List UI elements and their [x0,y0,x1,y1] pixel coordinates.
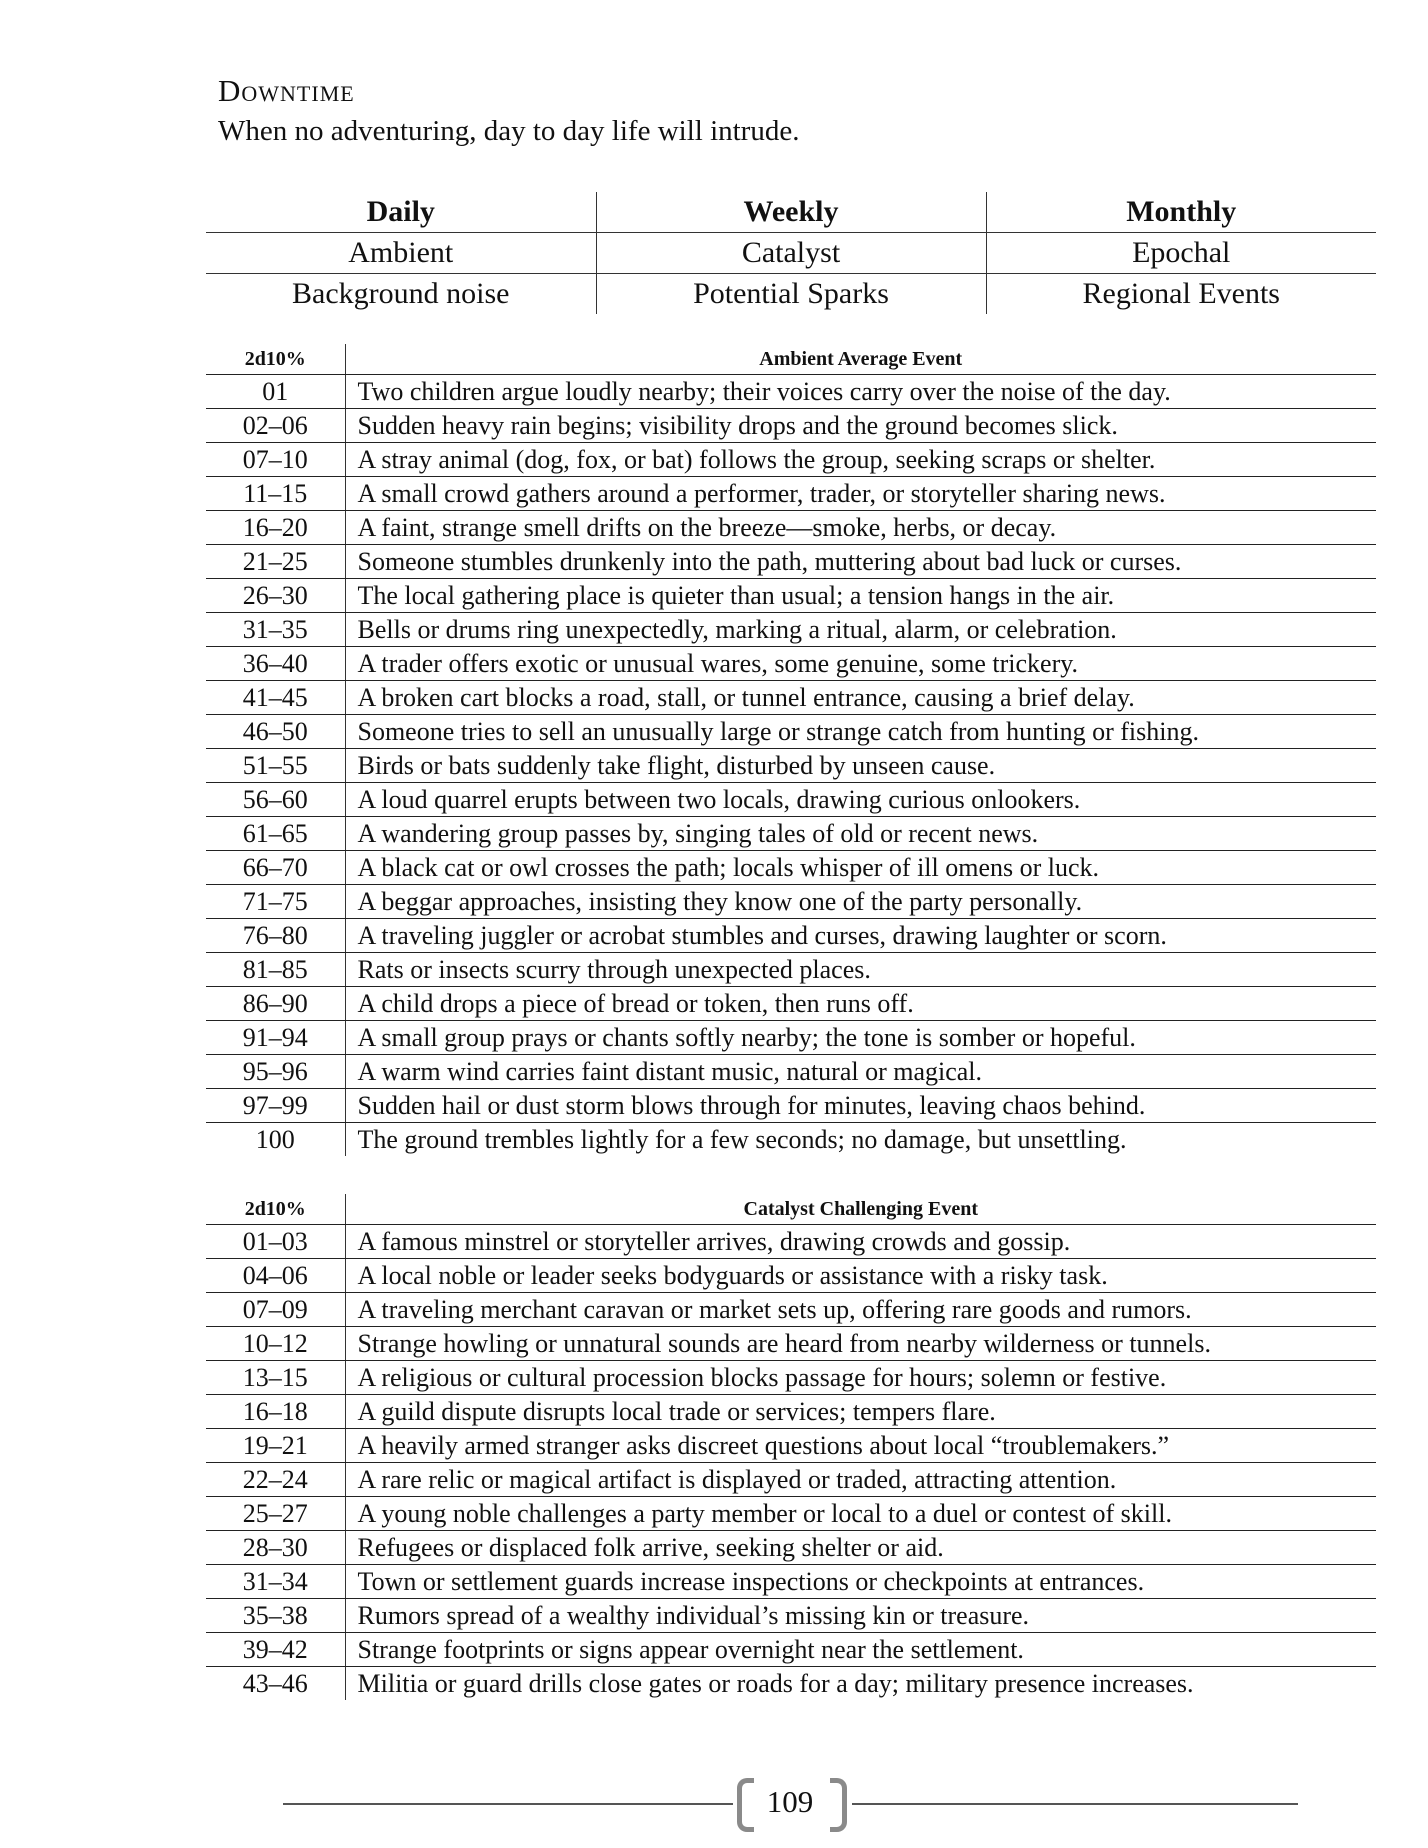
ambient-event-table [206,344,1376,1156]
event-description: Someone stumbles drunkenly into the path, muttering about bad luck or curses. [345,545,1376,579]
roll-range: 95–96 [206,1055,345,1089]
ambient-table-row [206,1055,1376,1089]
catalyst-table-row [206,1259,1376,1293]
catalyst-range-header: 2d10% [206,1194,345,1225]
roll-range: 21–25 [206,545,345,579]
event-description: A traveling merchant caravan or market sets up, offering rare goods and rumors. [345,1293,1376,1327]
roll-range: 43–46 [242,1669,308,1698]
event-description: Town or settlement guards increase inspections or checkpoints at entrances. [345,1565,1376,1599]
frequency-overview-table [206,192,1376,314]
roll-range: 11–15 [206,477,345,511]
event-description: A rare relic or magical artifact is displayed or traded, attracting attention. [345,1463,1376,1497]
ambient-table-row [206,1089,1376,1123]
event-description: Rats or insects scurry through unexpected places. [345,953,1376,987]
page-title: Downtime [218,73,355,108]
roll-range: 16–18 [206,1395,345,1429]
event-description: A small group prays or chants softly nearby; the tone is somber or hopeful. [345,1021,1376,1055]
event-description: A faint, strange smell drifts on the breeze—smoke, herbs, or decay. [345,511,1376,545]
catalyst-table-row [206,1327,1376,1361]
event-description: Rumors spread of a wealthy individual’s missing kin or treasure. [345,1599,1376,1633]
ambient-table-row [206,953,1376,987]
event-description: Someone tries to sell an unusually large or strange catch from hunting or fishing. [345,715,1376,749]
roll-range: 07–10 [206,443,345,477]
roll-range: 04–06 [206,1259,345,1293]
ambient-table-row [206,1123,1376,1157]
roll-range: 02–06 [206,409,345,443]
overview-cell: Potential Sparks [596,274,986,315]
catalyst-table-row [206,1531,1376,1565]
roll-range: 01–03 [206,1225,345,1259]
catalyst-event-header: Catalyst Challenging Event [345,1194,1376,1225]
overview-cell: Background noise [292,277,510,310]
overview-type-row [206,233,1376,274]
event-description: Birds or bats suddenly take flight, disturbed by unseen cause. [345,749,1376,783]
roll-range: 31–34 [206,1565,345,1599]
ambient-table-header [206,344,1376,375]
roll-range: 46–50 [206,715,345,749]
ambient-table-row [206,375,1376,409]
catalyst-table-header [206,1194,1376,1225]
roll-range: 91–94 [206,1021,345,1055]
event-description: A black cat or owl crosses the path; locals whisper of ill omens or luck. [345,851,1376,885]
ambient-table-row [206,443,1376,477]
catalyst-table-row [206,1429,1376,1463]
overview-header-monthly: Monthly [986,192,1376,233]
ambient-table-row [206,715,1376,749]
roll-range: 35–38 [206,1599,345,1633]
catalyst-table-row [206,1599,1376,1633]
roll-range: 26–30 [206,579,345,613]
event-description: A small crowd gathers around a performer, trader, or storyteller sharing news. [345,477,1376,511]
event-description: Strange howling or unnatural sounds are heard from nearby wilderness or tunnels. [345,1327,1376,1361]
page-number-bracket-right [830,1778,847,1832]
event-description: A heavily armed stranger asks discreet questions about local “troublemakers.” [345,1429,1376,1463]
event-description: A famous minstrel or storyteller arrives, drawing crowds and gossip. [345,1225,1376,1259]
event-description: Bells or drums ring unexpectedly, marking a ritual, alarm, or celebration. [345,613,1376,647]
roll-range: 41–45 [206,681,345,715]
event-description: A trader offers exotic or unusual wares, some genuine, some trickery. [345,647,1376,681]
event-description: A local noble or leader seeks bodyguards or assistance with a risky task. [345,1259,1376,1293]
footer-rule-right [852,1803,1298,1805]
overview-header-daily: Daily [206,192,596,233]
overview-cell: Epochal [986,233,1376,274]
ambient-table-row [206,511,1376,545]
event-description: A warm wind carries faint distant music, natural or magical. [345,1055,1376,1089]
ambient-table-row [206,987,1376,1021]
event-description: A young noble challenges a party member or local to a duel or contest of skill. [345,1497,1376,1531]
roll-range: 28–30 [206,1531,345,1565]
event-description: The ground trembles lightly for a few seconds; no damage, but unsettling. [345,1123,1376,1157]
event-description: The local gathering place is quieter than usual; a tension hangs in the air. [345,579,1376,613]
overview-cell: Catalyst [596,233,986,274]
ambient-table-row [206,613,1376,647]
catalyst-table-row [206,1361,1376,1395]
roll-range: 81–85 [206,953,345,987]
roll-range: 07–09 [206,1293,345,1327]
roll-range: 22–24 [206,1463,345,1497]
roll-range: 36–40 [206,647,345,681]
roll-range: 10–12 [206,1327,345,1361]
event-description: Refugees or displaced folk arrive, seeking shelter or aid. [345,1531,1376,1565]
ambient-table-row [206,919,1376,953]
roll-range: 76–80 [206,919,345,953]
catalyst-table-row [206,1497,1376,1531]
event-description: A stray animal (dog, fox, or bat) follows the group, seeking scraps or shelter. [345,443,1376,477]
roll-range: 71–75 [206,885,345,919]
catalyst-table-row [206,1293,1376,1327]
ambient-table-row [206,477,1376,511]
event-description: Two children argue loudly nearby; their voices carry over the noise of the day. [345,375,1376,409]
roll-range: 51–55 [206,749,345,783]
catalyst-table-row [206,1395,1376,1429]
catalyst-table-row [206,1463,1376,1497]
overview-cell: Regional Events [986,274,1376,315]
ambient-table-row [206,817,1376,851]
event-description: A broken cart blocks a road, stall, or tunnel entrance, causing a brief delay. [345,681,1376,715]
ambient-table-row [206,409,1376,443]
event-description: Sudden hail or dust storm blows through for minutes, leaving chaos behind. [345,1089,1376,1123]
roll-range: 19–21 [206,1429,345,1463]
roll-range: 39–42 [206,1633,345,1667]
roll-range: 66–70 [206,851,345,885]
roll-range: 25–27 [206,1497,345,1531]
catalyst-table-row [206,1225,1376,1259]
footer-rule-left [283,1803,733,1805]
event-description: A religious or cultural procession blocks passage for hours; solemn or festive. [345,1361,1376,1395]
overview-header-row [206,192,1376,233]
ambient-table-row [206,851,1376,885]
ambient-table-row [206,885,1376,919]
ambient-event-header: Ambient Average Event [345,344,1376,375]
roll-range: 97–99 [206,1089,345,1123]
event-description: A traveling juggler or acrobat stumbles and curses, drawing laughter or scorn. [345,919,1376,953]
roll-range: 100 [255,1125,295,1154]
roll-range: 86–90 [206,987,345,1021]
event-description: A guild dispute disrupts local trade or services; tempers flare. [345,1395,1376,1429]
roll-range: 61–65 [206,817,345,851]
event-description: Militia or guard drills close gates or roads for a day; military presence increases. [345,1667,1376,1701]
ambient-table-row [206,545,1376,579]
overview-description-row [206,274,1376,315]
ambient-table-row [206,681,1376,715]
event-description: A child drops a piece of bread or token, then runs off. [345,987,1376,1021]
ambient-table-row [206,579,1376,613]
ambient-range-header: 2d10% [206,344,345,375]
overview-header-weekly: Weekly [596,192,986,233]
ambient-table-row [206,647,1376,681]
event-description: A wandering group passes by, singing tales of old or recent news. [345,817,1376,851]
catalyst-table-row [206,1667,1376,1701]
event-description: Strange footprints or signs appear overnight near the settlement. [345,1633,1376,1667]
catalyst-table-row [206,1565,1376,1599]
event-description: A loud quarrel erupts between two locals, drawing curious onlookers. [345,783,1376,817]
catalyst-event-table [206,1194,1376,1700]
ambient-table-row [206,1021,1376,1055]
ambient-table-row [206,749,1376,783]
roll-range: 56–60 [206,783,345,817]
event-description: Sudden heavy rain begins; visibility drops and the ground becomes slick. [345,409,1376,443]
event-description: A beggar approaches, insisting they know one of the party personally. [345,885,1376,919]
catalyst-table-row [206,1633,1376,1667]
overview-cell: Ambient [206,233,596,274]
ambient-table-row [206,783,1376,817]
roll-range: 16–20 [206,511,345,545]
roll-range: 01 [206,375,345,409]
roll-range: 31–35 [206,613,345,647]
roll-range: 13–15 [206,1361,345,1395]
page-subtitle: When no adventuring, day to day life will intrude. [218,115,800,147]
page-number: 109 [766,1784,814,1819]
